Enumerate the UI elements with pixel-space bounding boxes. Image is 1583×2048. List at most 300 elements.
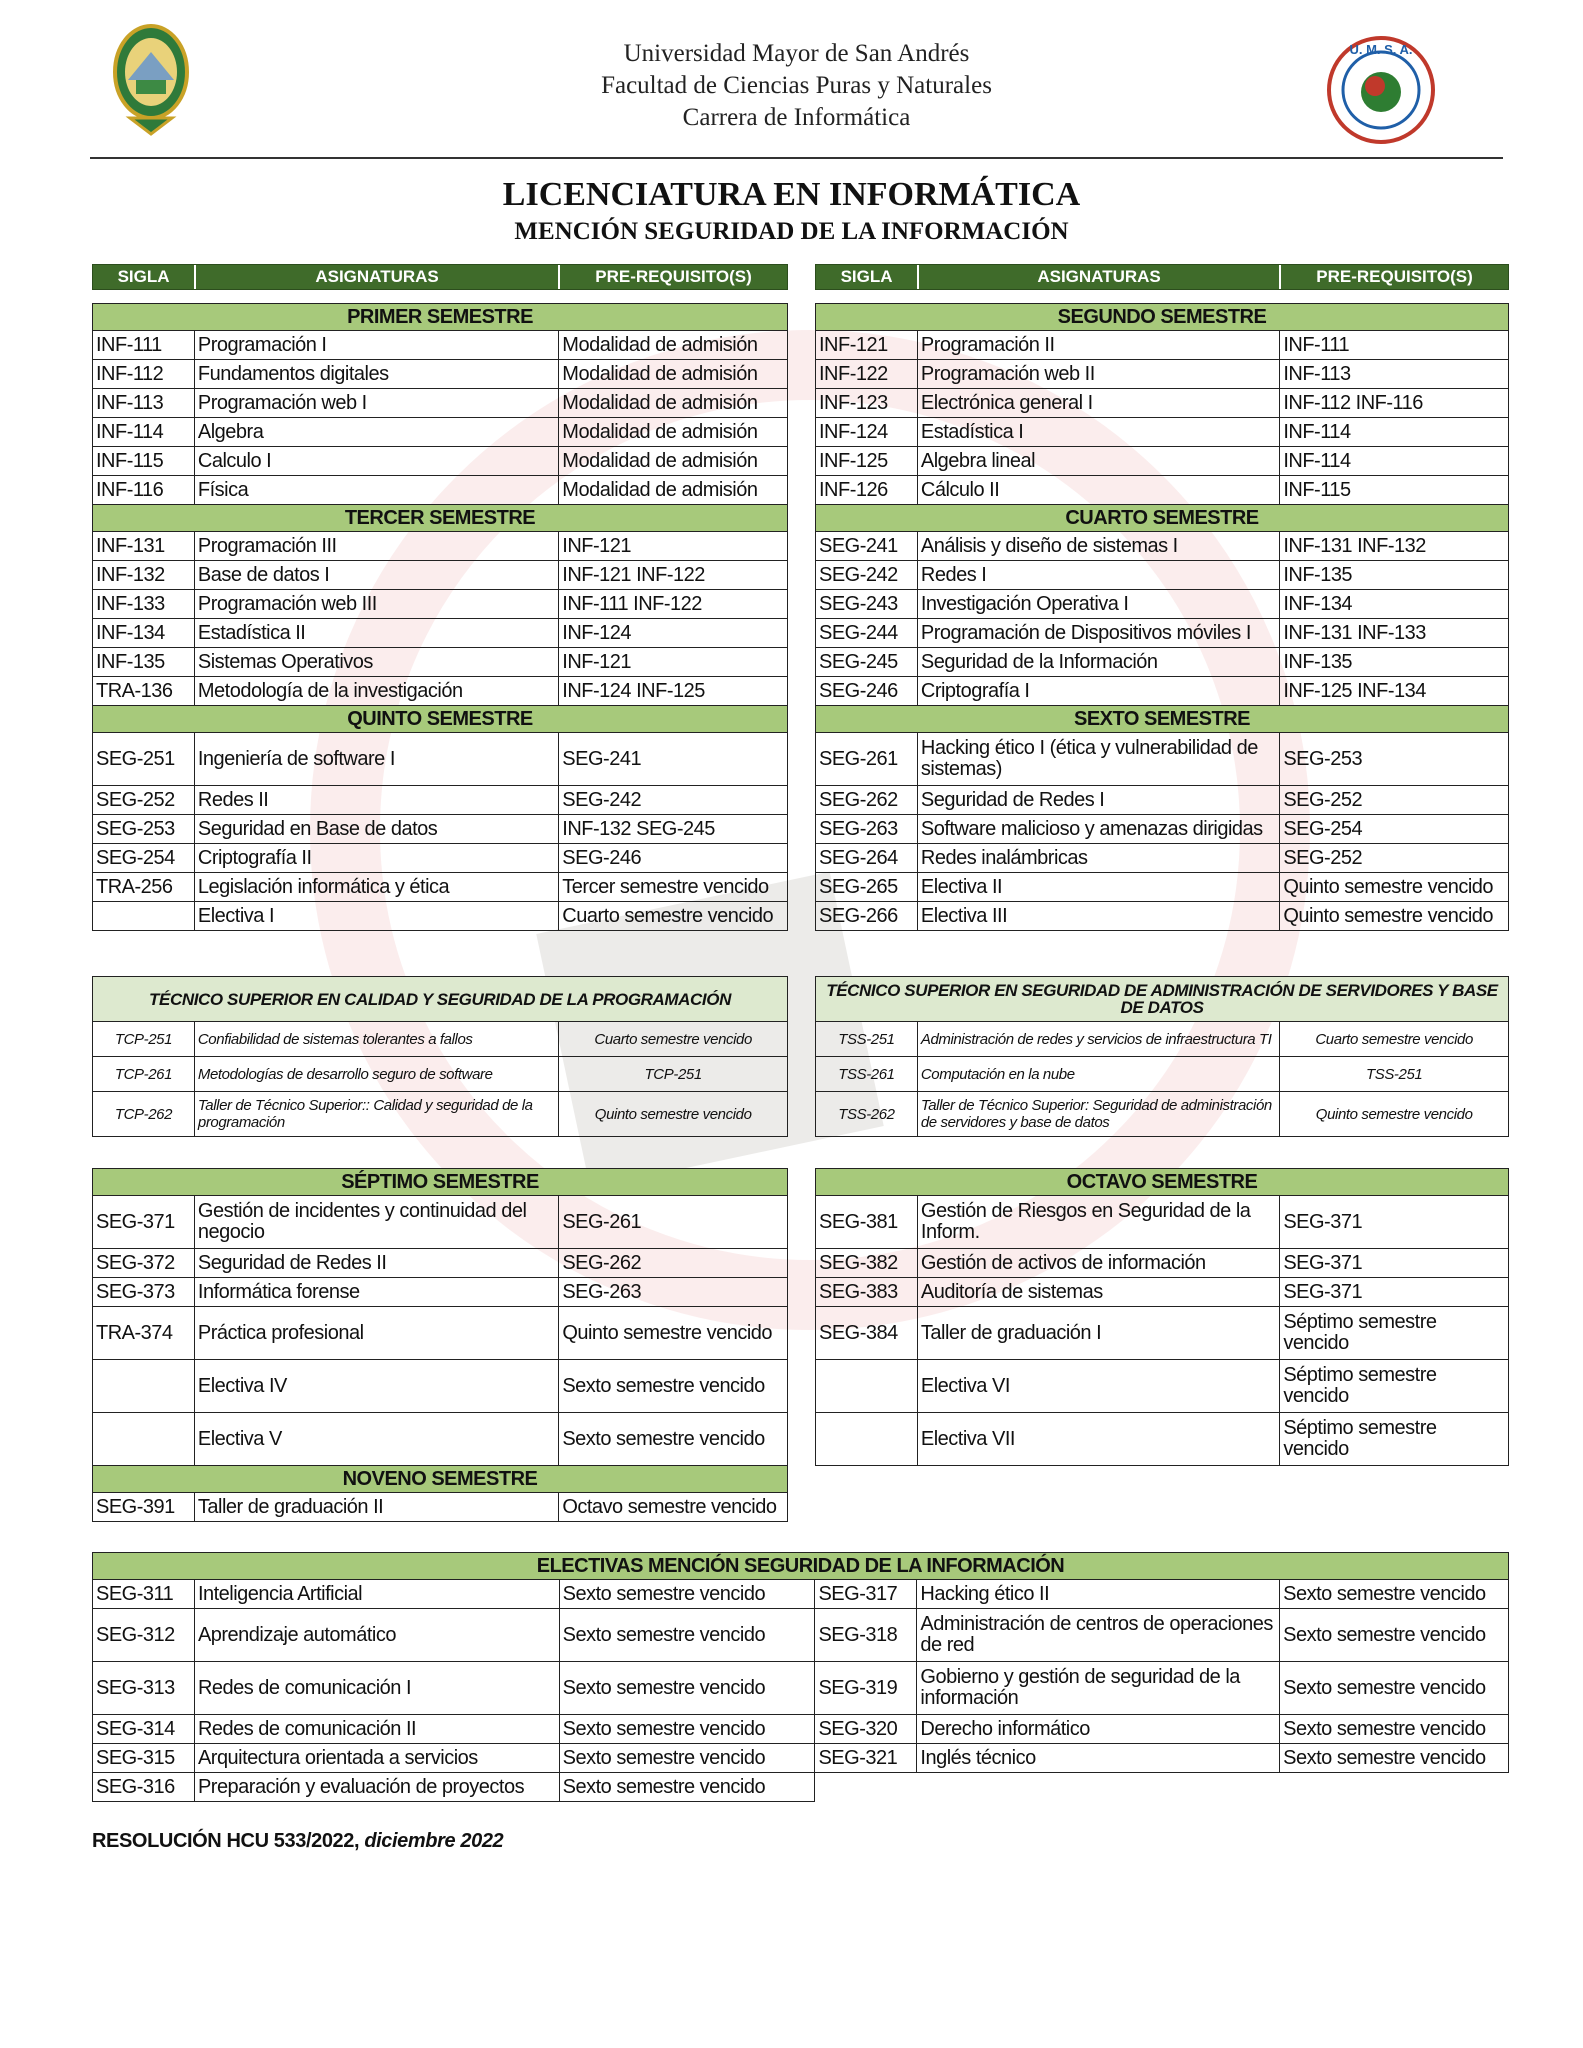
cell-prerequisito: Sexto semestre vencido [1280,1580,1509,1609]
cell-sigla: INF-115 [93,447,195,476]
table-semester-8 [815,1168,1509,1466]
resolution-footer [92,1830,503,1853]
cell-sigla: INF-112 [93,360,195,389]
cell-prerequisito: Sexto semestre vencido [1280,1744,1509,1773]
cell-prerequisito: Octavo semestre vencido [559,1493,788,1522]
cell-prerequisito: INF-112 INF-116 [1280,389,1509,418]
cell-prerequisito: SEG-254 [1280,815,1509,844]
cell-asignatura: Seguridad en Base de datos [194,815,558,844]
table-row [816,476,1509,505]
cell-asignatura: Electiva IV [194,1360,558,1413]
cell-sigla: SEG-312 [93,1609,195,1662]
cell-sigla: TRA-136 [93,677,195,706]
cell-sigla: TSS-262 [816,1092,918,1137]
table-row [93,1307,788,1360]
cell-sigla: SEG-315 [93,1744,195,1773]
cell-sigla: SEG-313 [93,1662,195,1715]
table-semesters-odd [92,303,788,931]
cell-asignatura: Programación web I [194,389,558,418]
cell-sigla: SEG-383 [816,1278,918,1307]
cell-sigla: SEG-320 [815,1715,917,1744]
cell-asignatura: Software malicioso y amenazas dirigidas [917,815,1279,844]
cell-asignatura: Metodología de la investigación [194,677,558,706]
cell-asignatura: Electiva VI [917,1360,1279,1413]
header-line-1: Universidad Mayor de San Andrés [623,40,970,67]
cell-asignatura: Electrónica general I [917,389,1279,418]
empty-cell [815,1773,1509,1802]
column-header-left [92,264,788,290]
header-line-3: Carrera de Informática [682,104,911,131]
cell-prerequisito: SEG-262 [559,1249,788,1278]
table-row [816,619,1509,648]
cell-prerequisito: SEG-253 [1280,733,1509,786]
cell-sigla: TSS-261 [816,1057,918,1092]
table-row [93,532,788,561]
cell-asignatura: Sistemas Operativos [194,648,558,677]
table-row [93,844,788,873]
cell-sigla: INF-111 [93,331,195,360]
cell-prerequisito: Cuarto semestre vencido [1280,1022,1509,1057]
cell-sigla: SEG-319 [815,1662,917,1715]
cell-asignatura: Metodologías de desarrollo seguro de software [194,1057,558,1092]
cell-asignatura: Cálculo II [917,476,1279,505]
cell-prerequisito: Sexto semestre vencido [1280,1609,1509,1662]
cell-sigla: SEG-266 [816,902,918,931]
table-row [93,1022,788,1057]
table-row [93,1413,788,1466]
cell-asignatura: Algebra [194,418,558,447]
semester-title: OCTAVO SEMESTRE [816,1169,1509,1196]
table-row [93,1196,788,1249]
cell-sigla [93,1360,195,1413]
table-row [816,648,1509,677]
cell-prerequisito: INF-111 [1280,331,1509,360]
table-row [93,476,788,505]
cell-prerequisito: Sexto semestre vencido [559,1744,815,1773]
cell-sigla: INF-123 [816,389,918,418]
cell-asignatura: Criptografía I [917,677,1279,706]
semester-header [93,1466,788,1493]
cell-asignatura: Estadística I [917,418,1279,447]
table-row [93,1092,788,1137]
resolution-text: RESOLUCIÓN HCU 533/2022, [92,1830,365,1852]
col-prerequisitos: PRE-REQUISITO(S) [595,267,752,286]
cell-asignatura: Hacking ético II [917,1580,1280,1609]
cell-asignatura: Administración de redes y servicios de infraestructura TI [917,1022,1279,1057]
cell-prerequisito: SEG-241 [559,733,788,786]
cell-prerequisito: SEG-252 [1280,844,1509,873]
cell-prerequisito: INF-121 [559,532,788,561]
umsa-logo-icon [1325,34,1437,146]
table-row [93,902,788,931]
umsa-logo-text: U. M. S. A. [1349,42,1413,57]
cell-prerequisito: INF-121 [559,648,788,677]
cell-asignatura: Confiabilidad de sistemas tolerantes a fallos [194,1022,558,1057]
table-row [816,1092,1509,1137]
table-row [816,590,1509,619]
table-row [93,1278,788,1307]
cell-sigla: SEG-371 [93,1196,195,1249]
cell-sigla: SEG-245 [816,648,918,677]
cell-asignatura: Programación II [917,331,1279,360]
cell-prerequisito: Cuarto semestre vencido [559,1022,788,1057]
cell-sigla: SEG-246 [816,677,918,706]
cell-asignatura: Redes de comunicación I [194,1662,559,1715]
cell-asignatura: Gobierno y gestión de seguridad de la información [917,1662,1280,1715]
cell-prerequisito: SEG-371 [1280,1196,1509,1249]
cell-asignatura: Seguridad de Redes II [194,1249,558,1278]
cell-sigla: INF-113 [93,389,195,418]
cell-sigla: INF-134 [93,619,195,648]
cell-prerequisito: Séptimo semestre vencido [1280,1360,1509,1413]
cell-sigla: INF-121 [816,331,918,360]
cell-sigla: TRA-256 [93,873,195,902]
table-row [93,815,788,844]
tecnico-title: TÉCNICO SUPERIOR EN CALIDAD Y SEGURIDAD DE LA PROGRAMACIÓN [93,977,788,1022]
semester-title: QUINTO SEMESTRE [93,706,788,733]
cell-prerequisito: Cuarto semestre vencido [559,902,788,931]
cell-asignatura: Criptografía II [194,844,558,873]
cell-sigla: SEG-311 [93,1580,195,1609]
cell-sigla: SEG-263 [816,815,918,844]
cell-prerequisito: Quinto semestre vencido [1280,1092,1509,1137]
cell-sigla: TCP-251 [93,1022,195,1057]
cell-asignatura: Fundamentos digitales [194,360,558,389]
cell-asignatura: Redes I [917,561,1279,590]
cell-sigla: SEG-264 [816,844,918,873]
cell-prerequisito: Sexto semestre vencido [559,1662,815,1715]
cell-asignatura: Auditoría de sistemas [917,1278,1279,1307]
resolution-date: diciembre 2022 [364,1830,504,1852]
cell-prerequisito: INF-114 [1280,447,1509,476]
cell-asignatura: Taller de Técnico Superior:: Calidad y seguridad de la programación [194,1092,558,1137]
table-row [93,677,788,706]
cell-sigla: SEG-253 [93,815,195,844]
cell-prerequisito: Sexto semestre vencido [559,1715,815,1744]
cell-sigla: SEG-318 [815,1609,917,1662]
cell-asignatura: Gestión de activos de información [917,1249,1279,1278]
cell-asignatura: Inglés técnico [917,1744,1280,1773]
table-row [816,733,1509,786]
cell-asignatura: Electiva III [917,902,1279,931]
cell-prerequisito: SEG-252 [1280,786,1509,815]
cell-sigla: SEG-384 [816,1307,918,1360]
cell-sigla: SEG-241 [816,532,918,561]
cell-prerequisito: Séptimo semestre vencido [1280,1307,1509,1360]
cell-sigla [816,1360,918,1413]
cell-prerequisito: SEG-371 [1280,1249,1509,1278]
cell-prerequisito: Quinto semestre vencido [559,1307,788,1360]
cell-prerequisito: INF-131 INF-133 [1280,619,1509,648]
table-row [816,1196,1509,1249]
page-subtitle: MENCIÓN SEGURIDAD DE LA INFORMACIÓN [514,218,1069,245]
cell-prerequisito: INF-135 [1280,648,1509,677]
semester-header [816,706,1509,733]
cell-sigla: SEG-391 [93,1493,195,1522]
cell-asignatura: Taller de graduación II [194,1493,558,1522]
cell-asignatura: Gestión de Riesgos en Seguridad de la Inform. [917,1196,1279,1249]
cell-prerequisito: Quinto semestre vencido [1280,902,1509,931]
cell-asignatura: Legislación informática y ética [194,873,558,902]
cell-sigla: INF-126 [816,476,918,505]
col-asignaturas: ASIGNATURAS [196,265,560,289]
cell-asignatura: Inteligencia Artificial [194,1580,559,1609]
cell-prerequisito: Tercer semestre vencido [559,873,788,902]
cell-sigla: SEG-261 [816,733,918,786]
cell-sigla [93,1413,195,1466]
table-row [816,561,1509,590]
cell-prerequisito: SEG-261 [559,1196,788,1249]
table-row [93,1249,788,1278]
table-row [816,447,1509,476]
cell-asignatura: Electiva V [194,1413,558,1466]
cell-sigla: SEG-317 [815,1580,917,1609]
cell-prerequisito: Sexto semestre vencido [559,1773,815,1802]
cell-asignatura: Programación web II [917,360,1279,389]
cell-sigla: INF-124 [816,418,918,447]
cell-prerequisito: Sexto semestre vencido [1280,1715,1509,1744]
cell-sigla: SEG-372 [93,1249,195,1278]
cell-prerequisito: INF-132 SEG-245 [559,815,788,844]
table-row [93,360,788,389]
table-row [816,844,1509,873]
table-row [816,1022,1509,1057]
table-row [816,418,1509,447]
cell-prerequisito: Modalidad de admisión [559,476,788,505]
cell-sigla: INF-135 [93,648,195,677]
table-tecnico-servidores [815,976,1509,1137]
table-row [93,1360,788,1413]
cell-sigla: SEG-265 [816,873,918,902]
col-asignaturas: ASIGNATURAS [919,265,1281,289]
cell-prerequisito: INF-134 [1280,590,1509,619]
semester-header [93,706,788,733]
table-row [93,389,788,418]
cell-prerequisito: Modalidad de admisión [559,389,788,418]
cell-prerequisito: SEG-371 [1280,1278,1509,1307]
col-prerequisitos: PRE-REQUISITO(S) [1316,267,1473,286]
semester-title: SÉPTIMO SEMESTRE [93,1169,788,1196]
cell-sigla: SEG-254 [93,844,195,873]
semester-title: SEGUNDO SEMESTRE [816,304,1509,331]
semester-title: TERCER SEMESTRE [93,505,788,532]
table-tecnico-programacion [92,976,788,1137]
cell-asignatura: Análisis y diseño de sistemas I [917,532,1279,561]
cell-prerequisito: INF-114 [1280,418,1509,447]
cell-asignatura: Arquitectura orientada a servicios [194,1744,559,1773]
semester-header [93,304,788,331]
tecnico-header [816,977,1509,1022]
semester-header [816,505,1509,532]
cell-asignatura: Electiva I [194,902,558,931]
table-row [93,447,788,476]
cell-asignatura: Electiva VII [917,1413,1279,1466]
table-row [93,648,788,677]
cell-sigla: INF-122 [816,360,918,389]
cell-prerequisito: Sexto semestre vencido [559,1609,815,1662]
cell-asignatura: Ingeniería de software I [194,733,558,786]
cell-sigla: SEG-316 [93,1773,195,1802]
cell-sigla: TCP-261 [93,1057,195,1092]
table-semesters-even [815,303,1509,931]
cell-sigla: INF-116 [93,476,195,505]
table-row [816,360,1509,389]
cell-prerequisito: INF-115 [1280,476,1509,505]
table-row [93,1057,788,1092]
cell-prerequisito: SEG-263 [559,1278,788,1307]
cell-asignatura: Seguridad de Redes I [917,786,1279,815]
cell-prerequisito: Modalidad de admisión [559,331,788,360]
table-row [816,1278,1509,1307]
page-title: LICENCIATURA EN INFORMÁTICA [502,176,1081,213]
page-header [90,28,1503,158]
cell-prerequisito: Sexto semestre vencido [559,1413,788,1466]
cell-prerequisito: Séptimo semestre vencido [1280,1413,1509,1466]
cell-sigla: SEG-252 [93,786,195,815]
cell-prerequisito: Sexto semestre vencido [559,1360,788,1413]
table-electivas [92,1552,1509,1802]
table-row [816,1360,1509,1413]
cell-asignatura: Redes II [194,786,558,815]
table-row [816,1413,1509,1466]
cell-asignatura: Taller de graduación I [917,1307,1279,1360]
electivas-title: ELECTIVAS MENCIÓN SEGURIDAD DE LA INFORMACIÓN [93,1553,1509,1580]
cell-asignatura: Programación web III [194,590,558,619]
cell-asignatura: Aprendizaje automático [194,1609,559,1662]
cell-asignatura: Programación III [194,532,558,561]
header-line-2: Facultad de Ciencias Puras y Naturales [601,72,992,99]
semester-title: CUARTO SEMESTRE [816,505,1509,532]
cell-prerequisito: INF-111 INF-122 [559,590,788,619]
col-sigla: SIGLA [816,265,919,289]
cell-prerequisito: Modalidad de admisión [559,418,788,447]
cell-sigla: SEG-321 [815,1744,917,1773]
cell-prerequisito: Sexto semestre vencido [1280,1662,1509,1715]
cell-prerequisito: INF-135 [1280,561,1509,590]
cell-asignatura: Investigación Operativa I [917,590,1279,619]
cell-sigla: SEG-251 [93,733,195,786]
table-row [816,1307,1509,1360]
table-row [93,1715,1509,1744]
table-row [93,331,788,360]
cell-sigla: INF-114 [93,418,195,447]
table-row [93,619,788,648]
table-row [93,1609,1509,1662]
cell-prerequisito: INF-125 INF-134 [1280,677,1509,706]
table-row [816,1057,1509,1092]
cell-prerequisito: SEG-242 [559,786,788,815]
cell-prerequisito: TSS-251 [1280,1057,1509,1092]
semester-title: NOVENO SEMESTRE [93,1466,788,1493]
cell-sigla: SEG-381 [816,1196,918,1249]
cell-asignatura: Gestión de incidentes y continuidad del negocio [194,1196,558,1249]
table-row [816,532,1509,561]
table-row [816,1249,1509,1278]
cell-sigla: SEG-243 [816,590,918,619]
header-divider [90,157,1503,159]
cell-prerequisito: TCP-251 [559,1057,788,1092]
tecnico-title: TÉCNICO SUPERIOR EN SEGURIDAD DE ADMINISTRACIÓN DE SERVIDORES Y BASE DE DATOS [816,977,1509,1022]
table-row [816,902,1509,931]
cell-sigla: SEG-314 [93,1715,195,1744]
cell-prerequisito: Sexto semestre vencido [559,1580,815,1609]
column-header-right [815,264,1509,290]
semester-title: PRIMER SEMESTRE [93,304,788,331]
semester-title: SEXTO SEMESTRE [816,706,1509,733]
table-semester-7-9 [92,1168,788,1522]
cell-asignatura: Administración de centros de operaciones de red [917,1609,1280,1662]
cell-asignatura: Derecho informático [917,1715,1280,1744]
table-row [93,1493,788,1522]
semester-header [93,505,788,532]
cell-asignatura: Física [194,476,558,505]
cell-asignatura: Práctica profesional [194,1307,558,1360]
cell-asignatura: Redes de comunicación II [194,1715,559,1744]
cell-prerequisito: INF-124 [559,619,788,648]
cell-prerequisito: INF-121 INF-122 [559,561,788,590]
cell-prerequisito: Modalidad de admisión [559,447,788,476]
cell-asignatura: Computación en la nube [917,1057,1279,1092]
cell-prerequisito: SEG-246 [559,844,788,873]
table-row [816,677,1509,706]
cell-prerequisito: INF-113 [1280,360,1509,389]
table-row [93,561,788,590]
table-row [93,1773,1509,1802]
cell-asignatura: Taller de Técnico Superior: Seguridad de administración de servidores y base de datos [917,1092,1279,1137]
cell-prerequisito: Quinto semestre vencido [1280,873,1509,902]
table-row [816,389,1509,418]
col-sigla: SIGLA [93,265,196,289]
cell-prerequisito: Quinto semestre vencido [559,1092,788,1137]
cell-asignatura: Seguridad de la Información [917,648,1279,677]
cell-sigla: TCP-262 [93,1092,195,1137]
cell-sigla: SEG-242 [816,561,918,590]
cell-sigla: TRA-374 [93,1307,195,1360]
cell-sigla [93,902,195,931]
cell-asignatura: Preparación y evaluación de proyectos [194,1773,559,1802]
cell-prerequisito: Modalidad de admisión [559,360,788,389]
cell-asignatura: Programación de Dispositivos móviles I [917,619,1279,648]
cell-sigla: SEG-244 [816,619,918,648]
cell-asignatura: Electiva II [917,873,1279,902]
table-row [93,418,788,447]
cell-asignatura: Programación I [194,331,558,360]
header-institution [90,38,1503,134]
table-row [93,733,788,786]
table-row [816,815,1509,844]
cell-sigla: SEG-262 [816,786,918,815]
cell-asignatura: Calculo I [194,447,558,476]
electivas-header [93,1553,1509,1580]
table-row [93,1580,1509,1609]
cell-sigla: INF-131 [93,532,195,561]
cell-prerequisito: INF-131 INF-132 [1280,532,1509,561]
cell-sigla: TSS-251 [816,1022,918,1057]
cell-sigla: INF-133 [93,590,195,619]
table-row [93,1662,1509,1715]
cell-asignatura: Base de datos I [194,561,558,590]
cell-sigla: SEG-382 [816,1249,918,1278]
semester-header [816,304,1509,331]
cell-asignatura: Estadística II [194,619,558,648]
semester-header [93,1169,788,1196]
cell-prerequisito: INF-124 INF-125 [559,677,788,706]
table-row [816,873,1509,902]
semester-header [816,1169,1509,1196]
tecnico-header [93,977,788,1022]
cell-asignatura: Hacking ético I (ética y vulnerabilidad de sistemas) [917,733,1279,786]
cell-sigla: SEG-373 [93,1278,195,1307]
